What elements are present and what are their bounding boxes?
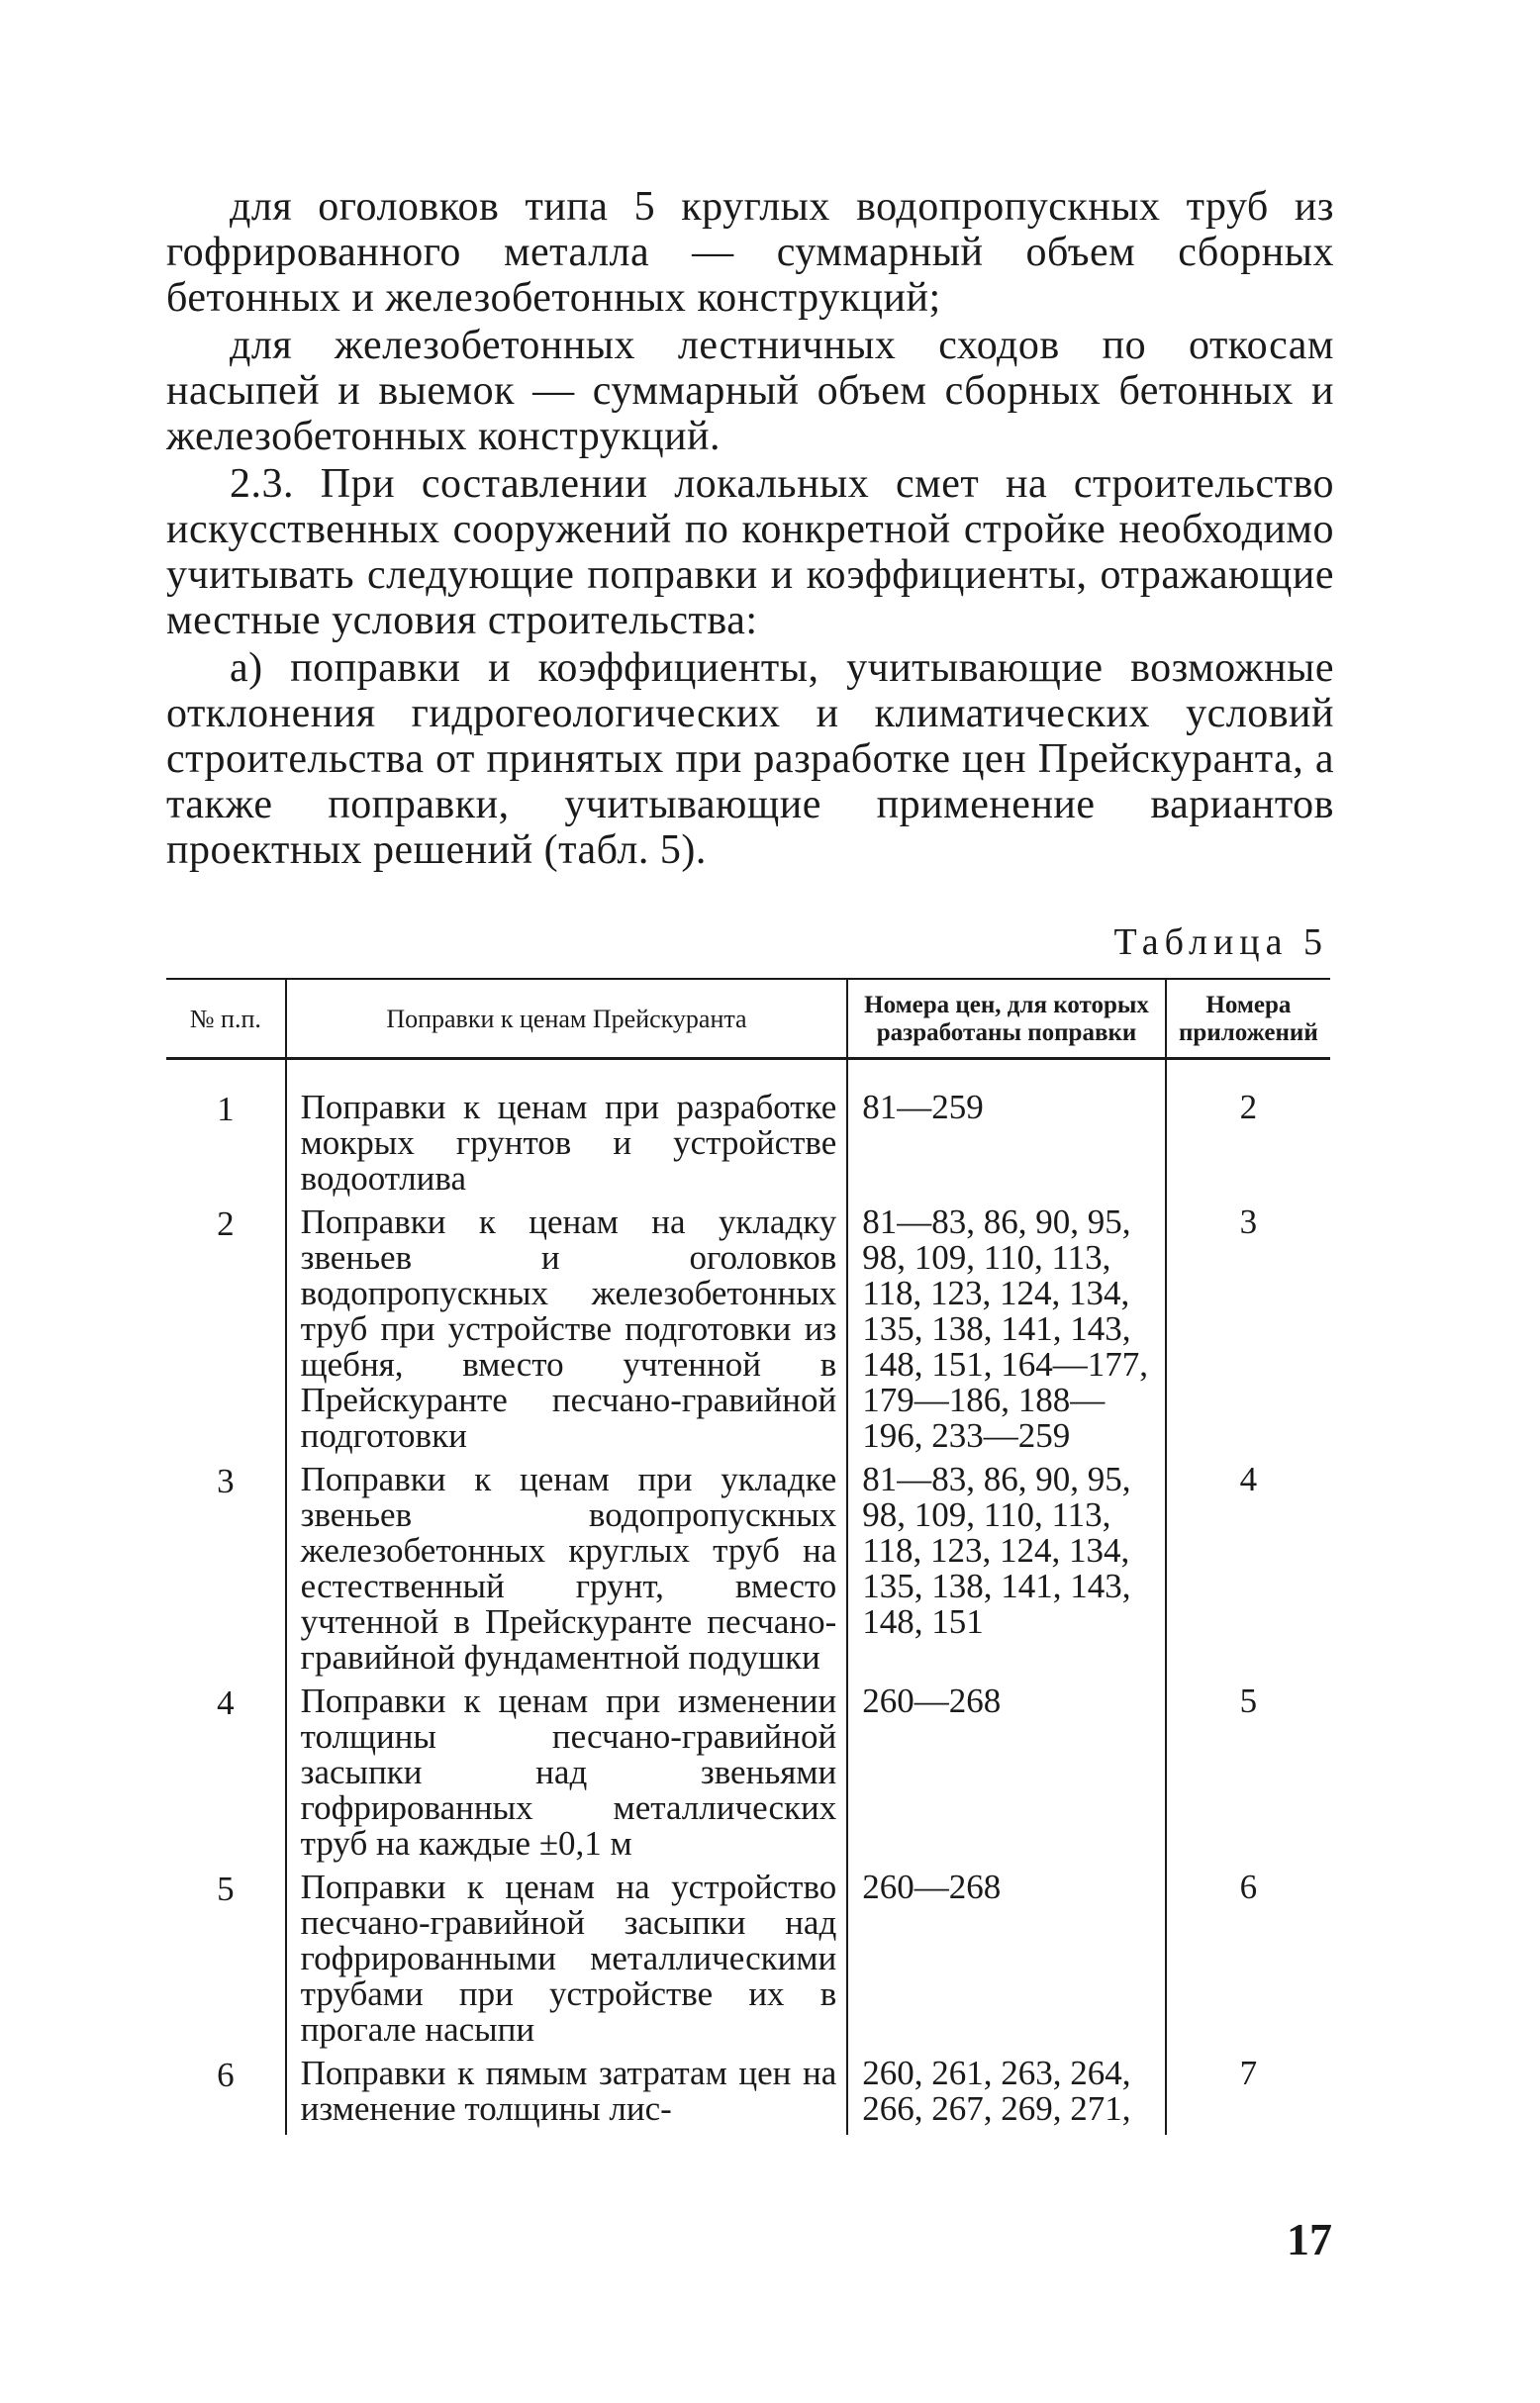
row-num: 6 [217, 2056, 235, 2094]
table-row [166, 1090, 1330, 1204]
header-prices: Номера цен, для которых разработаны поправки [847, 979, 1166, 1059]
table-title: Таблица 5 [1113, 921, 1328, 963]
row-app: 4 [1239, 1460, 1258, 1498]
row-num: 2 [217, 1204, 235, 1243]
header-desc: Поправки к ценам Прейскуранта [286, 979, 848, 1059]
paragraph-2-3: 2.3. При составлении локальных смет на строительство искусственных сооружений по конкретной стройке необходимо учитывать следующие поправки и коэффициенты, отражающие местные условия строительства: [166, 461, 1334, 643]
row-app: 5 [1239, 1682, 1258, 1720]
row-num: 1 [217, 1090, 235, 1128]
row-app: 6 [1239, 1868, 1258, 1906]
header-num: № п.п. [166, 979, 286, 1059]
row-app: 2 [1239, 1088, 1258, 1126]
page-number: 17 [1287, 2214, 1332, 2264]
corrections-table [166, 978, 1330, 2135]
row-desc: Поправки к ценам при изменении толщины песчано-гравийной засыпки над звеньями гофрированных металлических труб на каждые ±0,1 м [286, 1683, 848, 1870]
row-prices: 260, 261, 263, 264, 266, 267, 269, 271, [847, 2056, 1166, 2135]
table-row [166, 1870, 1330, 2056]
row-num: 4 [217, 1683, 235, 1722]
row-prices: 81—259 [847, 1090, 1166, 1204]
table-row [166, 1204, 1330, 1462]
row-num: 5 [217, 1870, 235, 1908]
row-num: 3 [217, 1462, 235, 1500]
row-prices: 81—83, 86, 90, 95, 98, 109, 110, 113, 118, 123, 124, 134, 135, 138, 141, 143, 148, 151 [847, 1462, 1166, 1683]
table-row [166, 2056, 1330, 2135]
paragraph-stairs: для железобетонных лестничных сходов по откосам насыпей и выемок — суммарный объем сборных бетонных и железобетонных конструкций. [166, 323, 1334, 459]
row-app: 3 [1239, 1202, 1258, 1241]
paragraph-culvert-heads: для оголовков типа 5 круглых водопропускных труб из гофрированного металла — суммарный объем сборных бетонных и железобетонных конструкций; [166, 184, 1334, 321]
row-desc: Поправки к ценам на устройство песчано-гравийной засыпки над гофрированными металлическими трубами при устройстве их в прогале насыпи [286, 1870, 848, 2056]
row-prices: 260—268 [847, 1683, 1166, 1870]
row-desc: Поправки к ценам на укладку звеньев и оголовков водопропускных железобетонных труб при устройстве подготовки из щебня, вместо учтенной в Прейскуранте песчано-гравийной подготовки [286, 1204, 848, 1462]
header-apps: Номера приложений [1166, 979, 1330, 1059]
table-header-row [166, 979, 1330, 1059]
row-prices: 81—83, 86, 90, 95, 98, 109, 110, 113, 118, 123, 124, 134, 135, 138, 141, 143, 148, 151, 164—177, 179—186, 188—196, 233—259 [847, 1204, 1166, 1462]
row-desc: Поправки к ценам при укладке звеньев водопропускных железобетонных круглых труб на естественный грунт, вместо учтенной в Прейскуранте песчано-гравийной фундаментной подушки [286, 1462, 848, 1683]
row-prices: 260—268 [847, 1870, 1166, 2056]
table-row [166, 1462, 1330, 1683]
table-spacer [166, 1059, 1330, 1091]
table-row [166, 1683, 1330, 1870]
row-desc: Поправки к ценам при разработке мокрых грунтов и устройстве водоотлива [286, 1090, 848, 1204]
row-desc: Поправки к пямым затратам цен на изменение толщины лис- [286, 2056, 848, 2135]
row-app: 7 [1239, 2054, 1258, 2092]
paragraph-item-a: а) поправки и коэффициенты, учитывающие возможные отклонения гидрогеологических и климатических условий строительства от принятых при разработке цен Прейскуранта, а также поправки, учитывающие применение вариантов проектных решений (табл. 5). [166, 645, 1334, 873]
